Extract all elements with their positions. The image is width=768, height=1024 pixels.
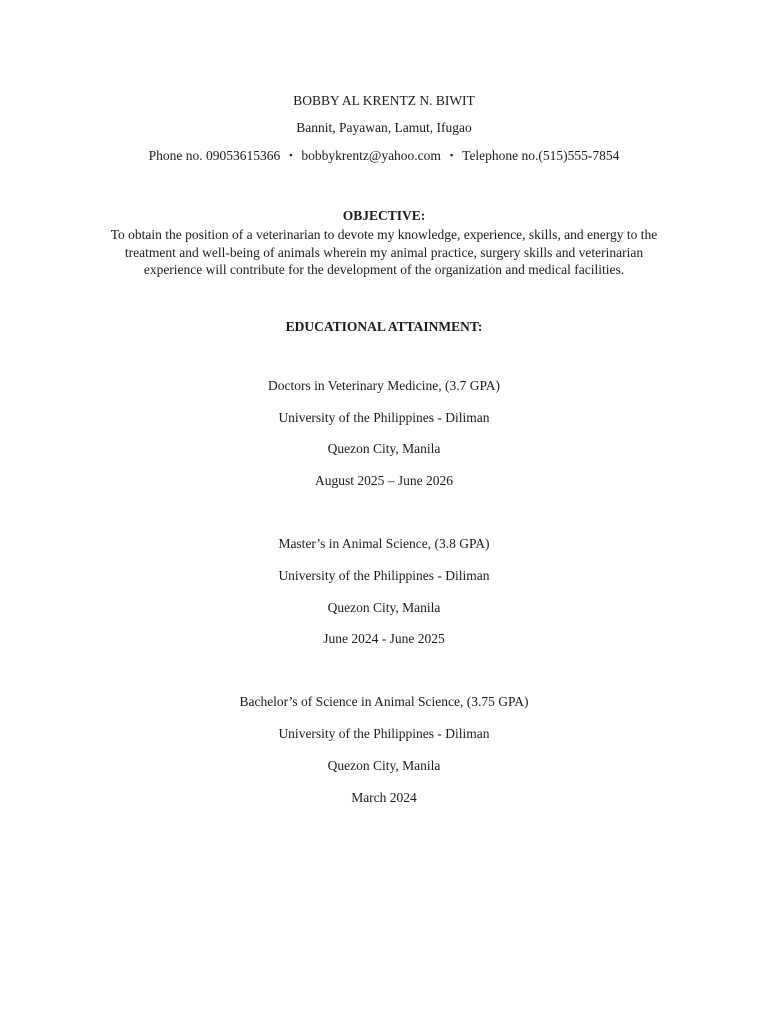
school: University of the Philippines - Diliman (278, 410, 490, 425)
dates: March 2024 (351, 790, 417, 805)
telephone-number: Telephone no.(515)555-7854 (462, 148, 620, 163)
applicant-name: BOBBY AL KRENTZ N. BIWIT (293, 93, 475, 108)
location: Quezon City, Manila (327, 600, 441, 615)
school: University of the Philippines - Diliman (278, 568, 490, 583)
dates: August 2025 – June 2026 (315, 473, 453, 488)
degree: Doctors in Veterinary Medicine, (3.7 GPA) (267, 378, 501, 393)
location: Quezon City, Manila (327, 441, 441, 456)
objective-text: To obtain the position of a veterinarian to devote my knowledge, experience, skills, and energy to the treatment and well-being of animals wherein my animal practice, surgery skills and veterinarian experience will contribute for the development of the organization and medical facilities. (110, 227, 658, 277)
degree: Master’s in Animal Science, (3.8 GPA) (278, 536, 490, 551)
objective-heading: OBJECTIVE: (342, 208, 426, 223)
applicant-address: Bannit, Payawan, Lamut, Ifugao (296, 120, 472, 135)
email-address: bobbykrentz@yahoo.com (301, 148, 441, 163)
location: Quezon City, Manila (327, 758, 441, 773)
dates: June 2024 - June 2025 (323, 631, 445, 646)
phone-number: Phone no. 09053615366 (148, 148, 281, 163)
degree: Bachelor’s of Science in Animal Science, (3.75 GPA) (239, 694, 529, 709)
school: University of the Philippines - Diliman (278, 726, 490, 741)
bullet-separator-icon: ▪ (449, 150, 454, 160)
contact-line (0, 146, 768, 165)
education-heading: EDUCATIONAL ATTAINMENT: (285, 319, 483, 334)
bullet-separator-icon: ▪ (289, 150, 293, 160)
